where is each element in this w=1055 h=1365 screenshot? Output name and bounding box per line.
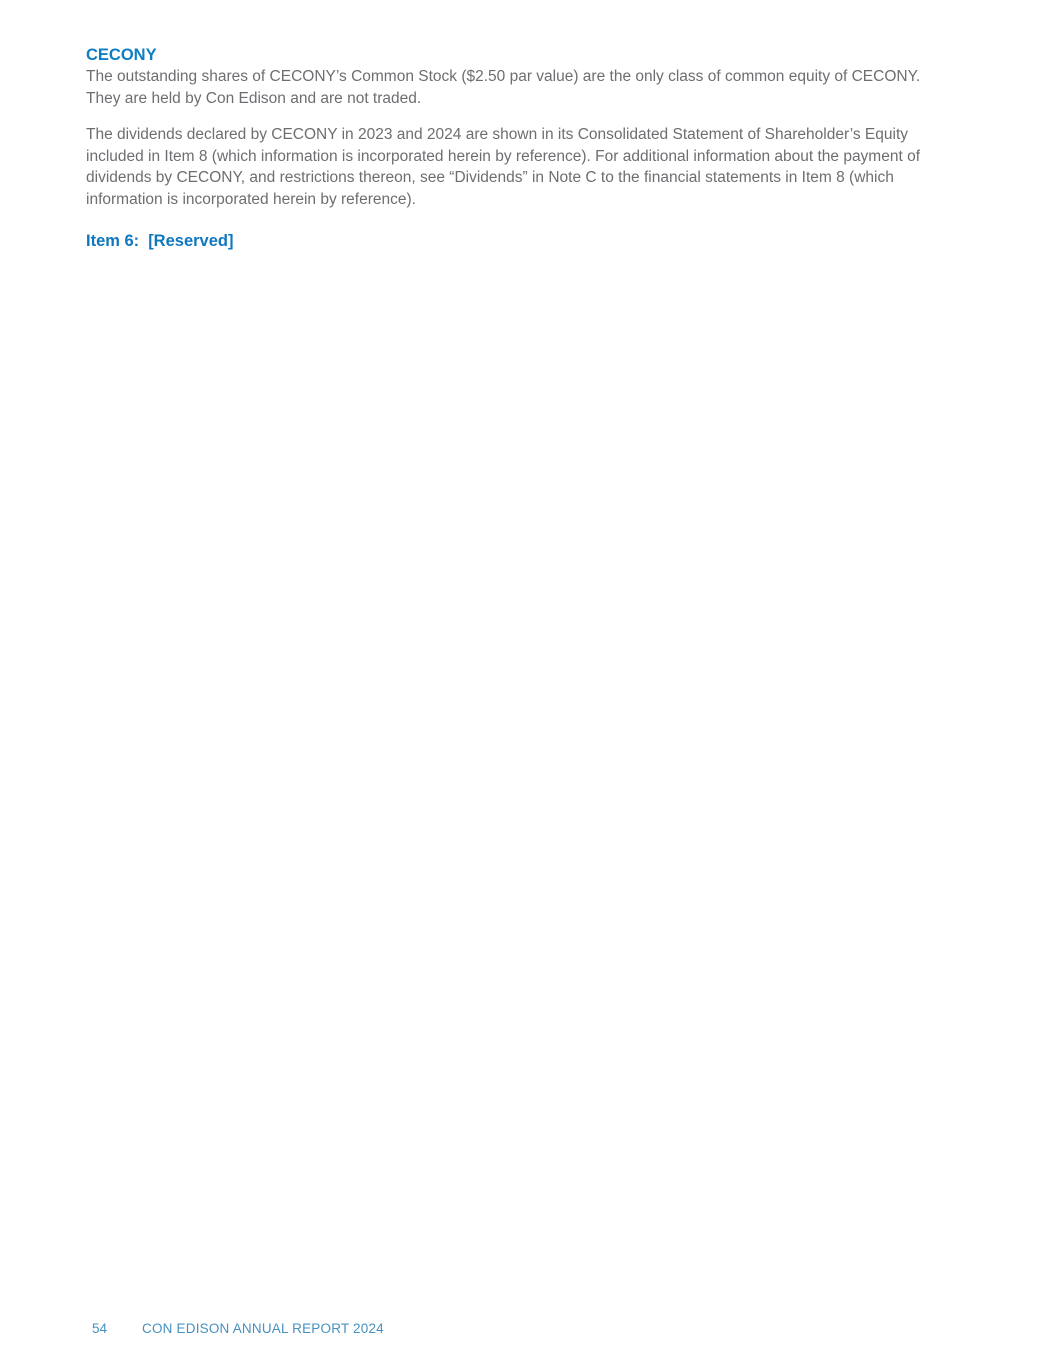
section-heading-cecony: CECONY — [86, 46, 157, 64]
page-number: 54 — [92, 1321, 108, 1336]
item-6-label: Item 6: — [86, 232, 140, 250]
item-6-reserved-text: [Reserved] — [148, 232, 234, 250]
item-6-heading — [86, 230, 956, 252]
report-title: CON EDISON ANNUAL REPORT 2024 — [142, 1321, 384, 1336]
page-footer — [92, 1320, 384, 1338]
paragraph-common-stock: The outstanding shares of CECONY’s Common Stock ($2.50 par value) are the only class of common equity of CECONY. They are held by Con Edison and are not traded. — [86, 68, 921, 107]
page-content — [86, 44, 956, 252]
paragraph-dividends: The dividends declared by CECONY in 2023 and 2024 are shown in its Consolidated Statement of Shareholder’s Equity included in Item 8 (which information is incorporated herein by reference). For additional information about the payment of dividends by CECONY, and restrictions thereon, see “Dividends” in Note C to the financial statements in Item 8 (which information is incorporated herein by reference). — [86, 126, 921, 208]
